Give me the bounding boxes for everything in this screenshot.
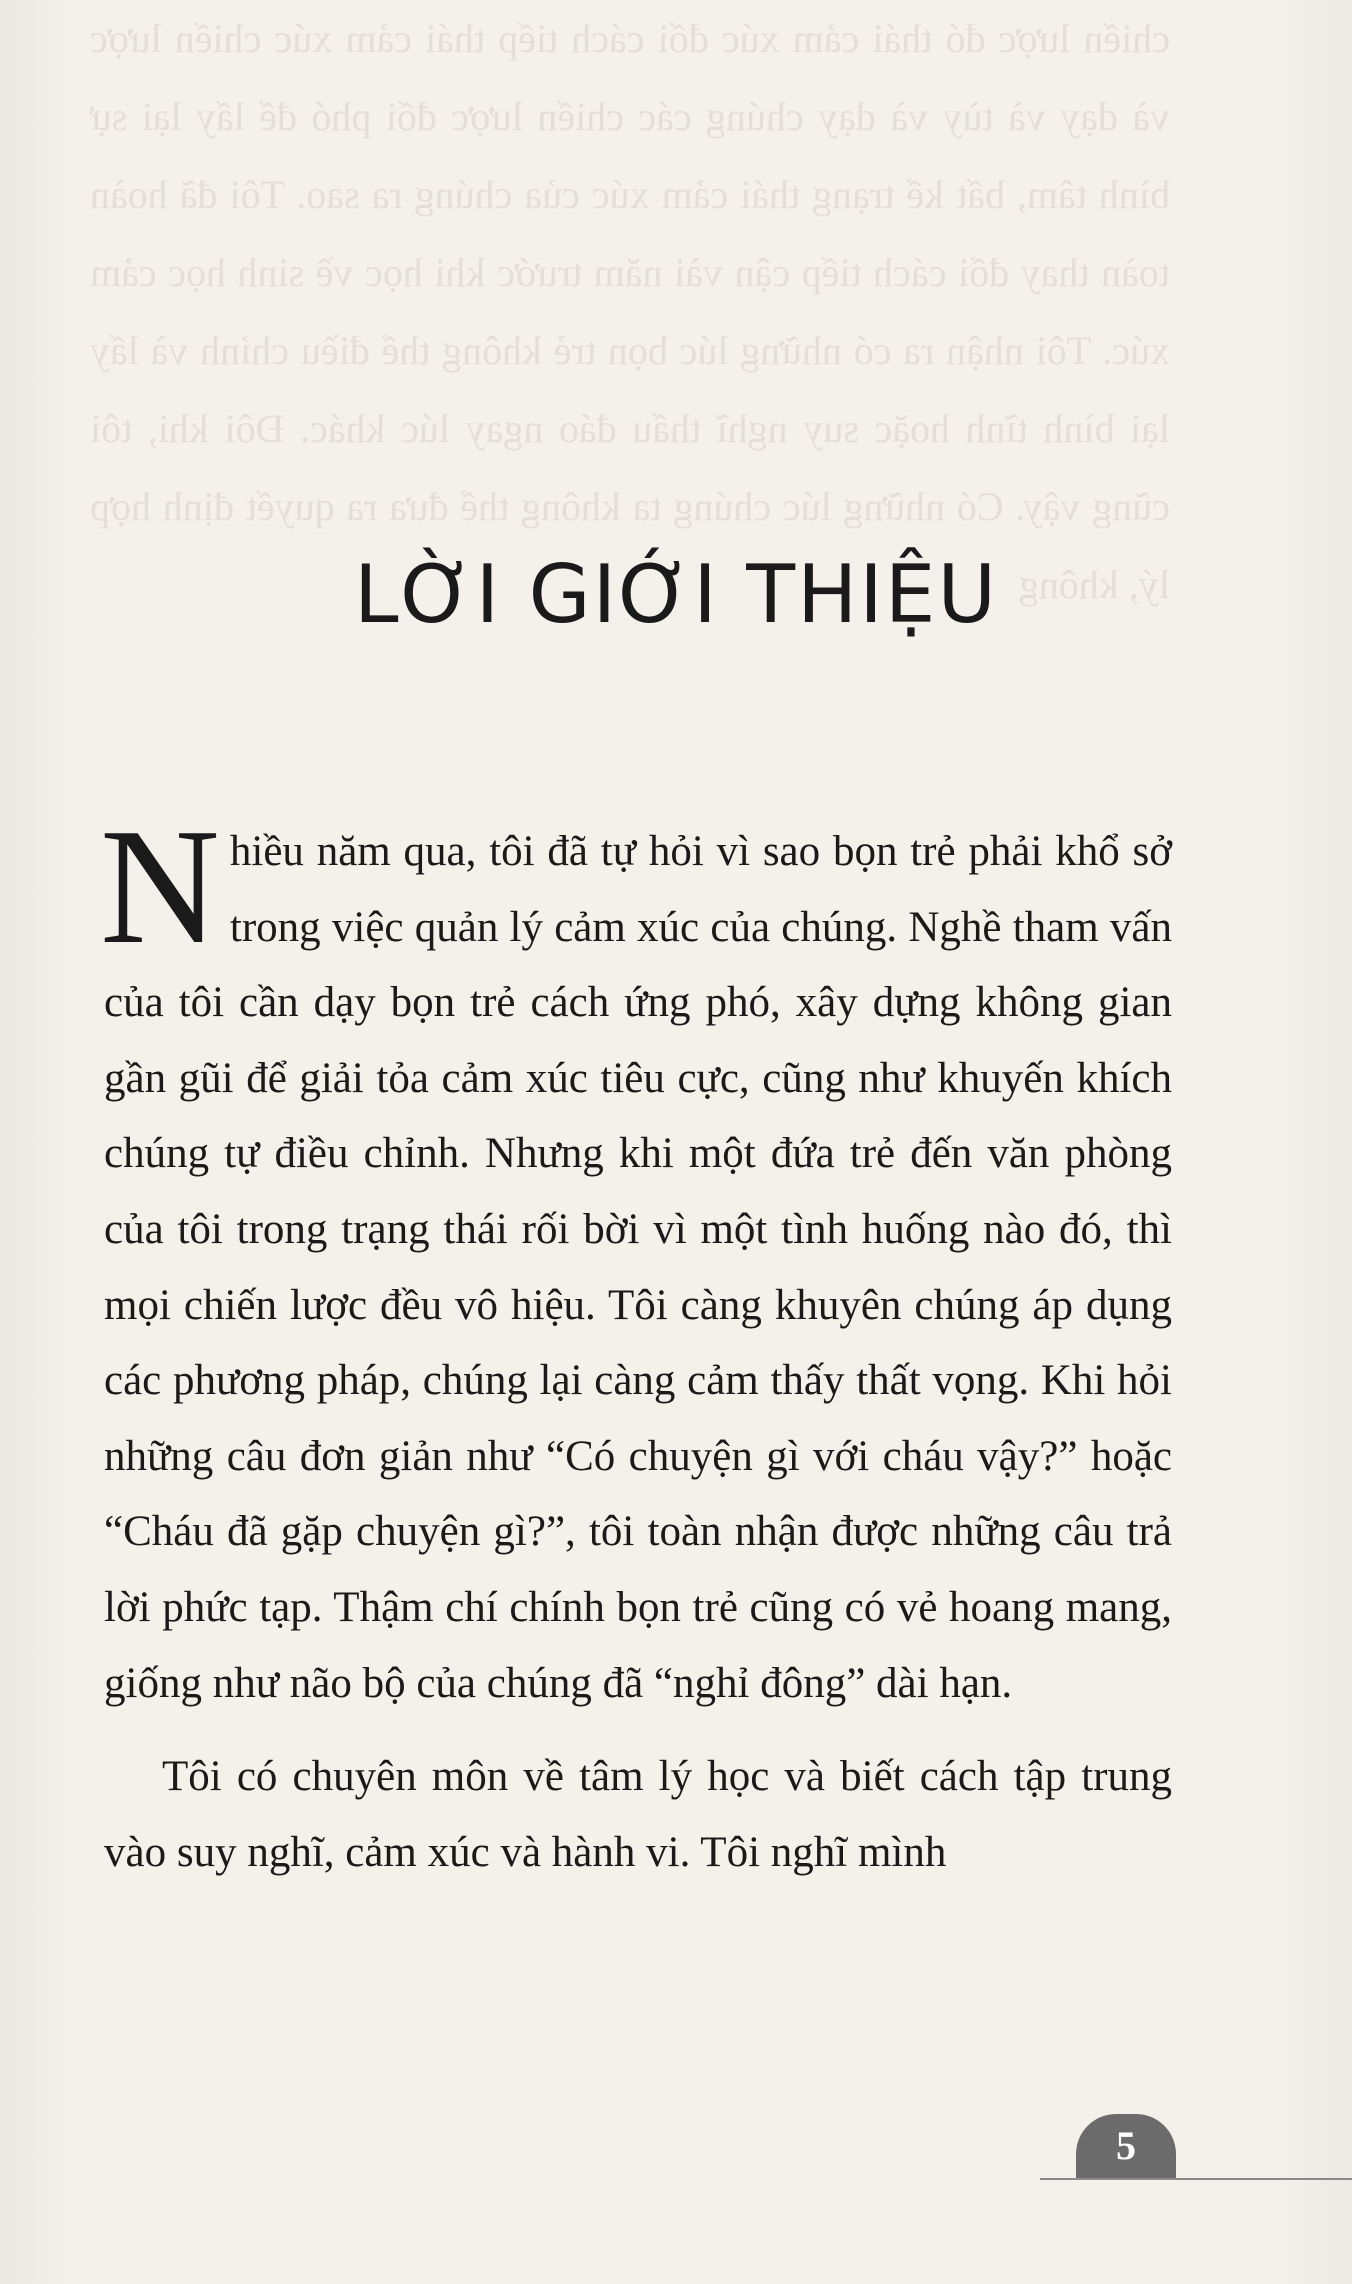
body-text — [100, 794, 1172, 1890]
paragraph-1-text: hiều năm qua, tôi đã tự hỏi vì sao bọn trẻ phải khổ sở trong việc quản lý cảm xúc của chúng. Nghề tham vấn của tôi cần dạy bọn trẻ cách ứng phó, xây dựng không gian gần gũi để giải tỏa cảm xúc tiêu cực, cũng như khuyến khích chúng tự điều chỉnh. Nhưng khi một đứa trẻ đến văn phòng của tôi trong trạng thái rối bời vì một tình huống nào đó, thì mọi chiến lược đều vô hiệu. Tôi càng khuyên chúng áp dụng các phương pháp, chúng lại càng cảm thấy thất vọng. Khi hỏi những câu đơn giản như “Có chuyện gì với cháu vậy?” hoặc “Cháu đã gặp chuyện gì?”, tôi toàn nhận được những câu trả lời phức tạp. Thậm chí chính bọn trẻ cũng có vẻ hoang mang, giống như não bộ của chúng đã “nghỉ đông” dài hạn. — [104, 828, 1172, 1707]
page-corner-line — [1040, 2178, 1352, 2180]
paragraph-2: Tôi có chuyên môn về tâm lý học và biết cách tập trung vào suy nghĩ, cảm xúc và hành vi. Tôi nghĩ mình — [104, 1753, 1172, 1876]
drop-cap: N — [100, 794, 220, 978]
page-number-tab — [1076, 2114, 1176, 2178]
chapter-title: LỜI GIỚI THIỆU — [353, 548, 998, 641]
paragraph-1 — [100, 794, 1172, 1721]
bleed-through-texture: chiến lược đó thái cảm xúc đối cách tiếp thái cảm xúc chiến lược và dạy và tùy và dạy chúng các chiến lược đối phó để lấy lại sự bình tâm, bất kể trạng thái cảm xúc của chúng ra sao. Tôi đã hoàn toàn thay đổi cách tiếp cận vài năm trước khi học về sinh học cảm xúc. Tôi nhận ra có những lúc bọn trẻ không thể điều chỉnh và lấy lại bình tĩnh hoặc suy nghĩ thấu đáo ngay lúc khác. Đôi khi, tôi cũng vậy. Có những lúc chúng ta không thể đưa ra quyết định hợp lý, không — [90, 16, 1170, 607]
page-number: 5 — [1116, 2123, 1136, 2168]
